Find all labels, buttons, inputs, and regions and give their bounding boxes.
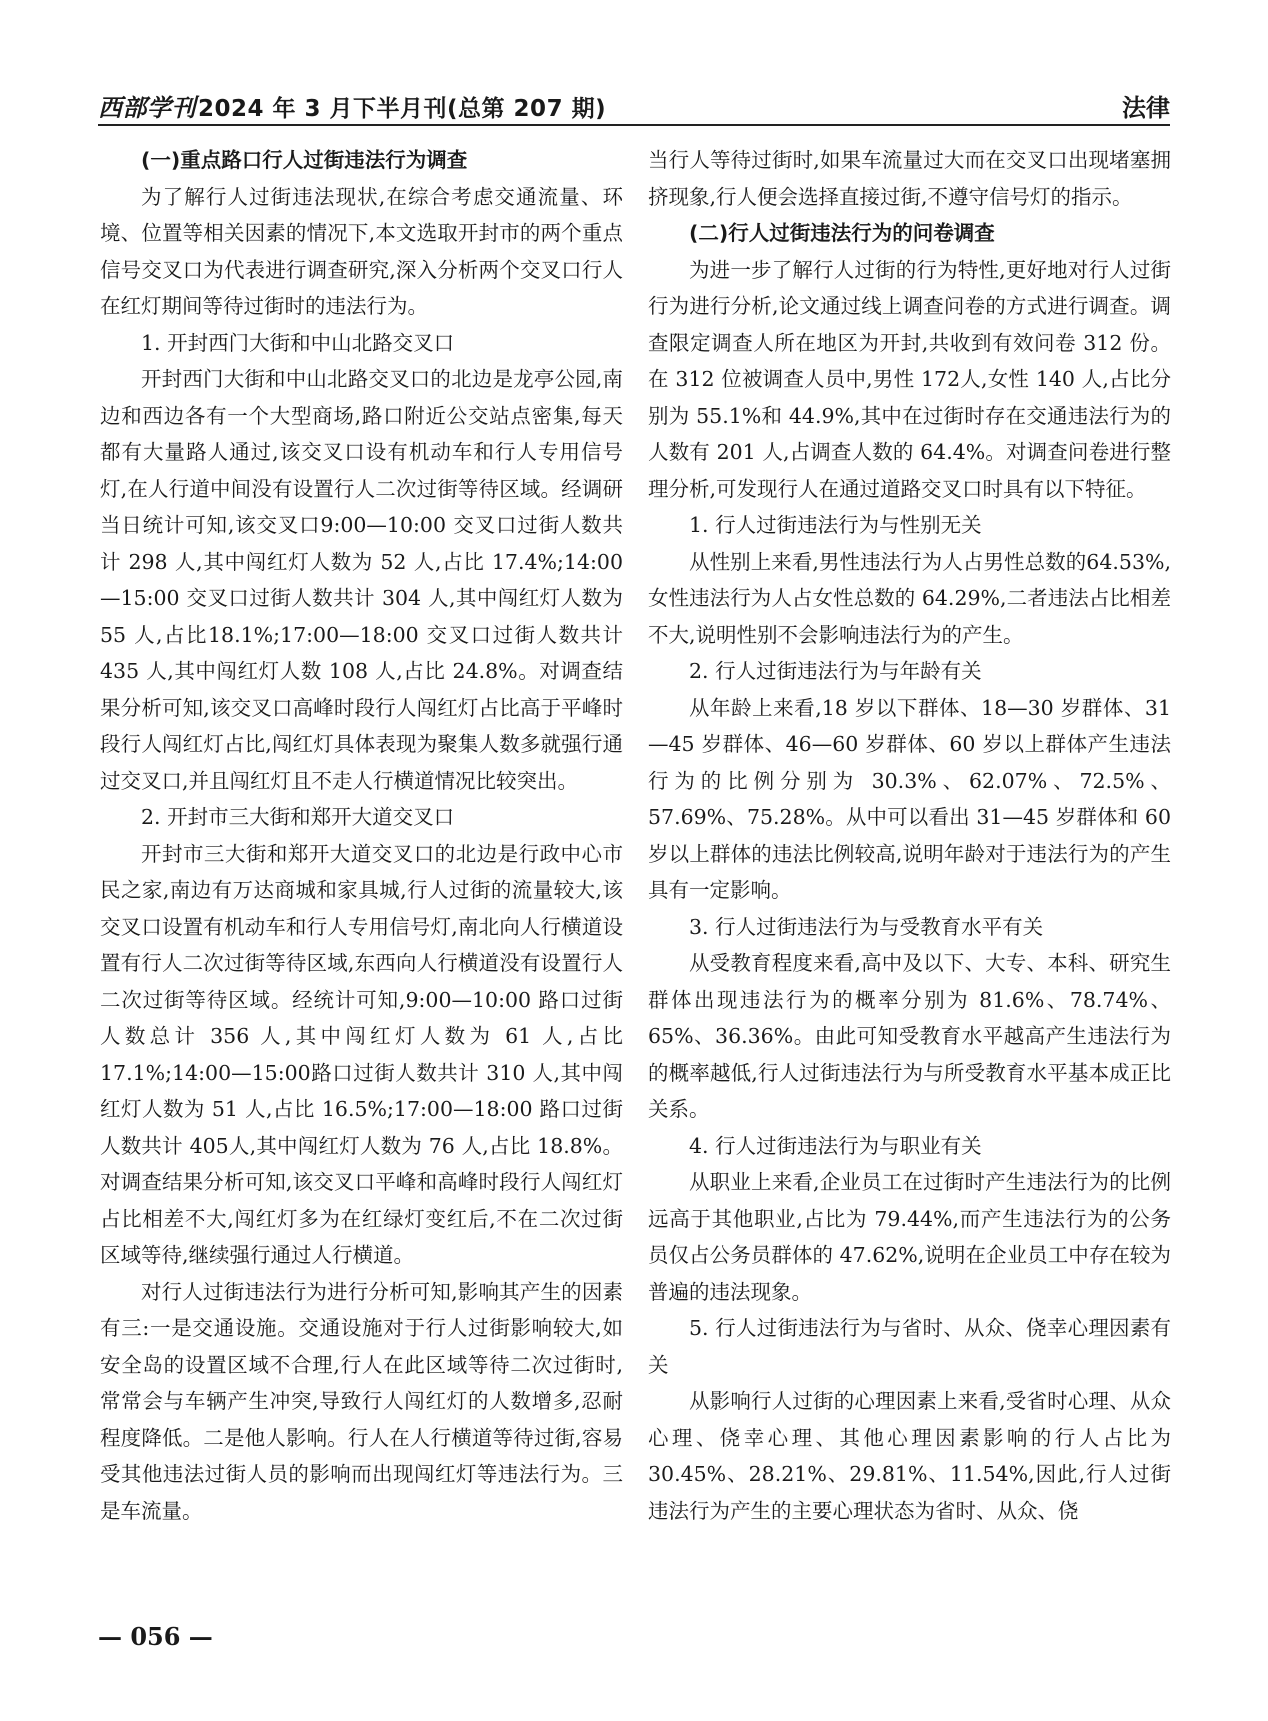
issue-info: 2024 年 3 月下半月刊(总第 207 期) [198,96,607,122]
left-subheading: 2. 开封市三大街和郑开大道交叉口 [141,805,455,829]
left-paragraph: 对行人过街违法行为进行分析可知,影响其产生的因素有三:一是交通设施。交通设施对于行人过街影响较大,如安全岛的设置区域不合理,行人在此区域等待二次过街时,常常会与车辆产生冲突,导致行人闯红灯的人数增多,忍耐程度降低。二是他人影响。行人在人行横道等待过街,容易受其他违法过街人员的影响而出现闯红灯等违法行为。三是车流量。 [100,1279,623,1523]
right-subheading: 5. 行人过街违法行为与省时、从众、侥幸心理因素有关 [648,1316,1171,1377]
right-paragraph-continued: 当行人等待过街时,如果车流量过大而在交叉口出现堵塞拥挤现象,行人便会选择直接过街,不遵守信号灯的指示。 [648,148,1171,209]
right-subheading: 3. 行人过街违法行为与受教育水平有关 [689,914,1044,939]
right-column [648,142,1171,1529]
left-paragraph: 开封西门大街和中山北路交叉口的北边是龙亭公园,南边和西边各有一个大型商场,路口附近公交站点密集,每天都有大量路人通过,该交叉口设有机动车和行人专用信号灯,在人行道中间没有设置行人二次过街等待区域。经调研当日统计可知,该交叉口9:00—10:00 交叉口过街人数共计 298 人,其中闯红灯人数为 52 人,占比 17.4%;14:00—15:00 交叉口过街人数共计 304 人,其中闯红灯人数为 55 人,占比18.1%;17:00—18:00 交叉口过街人数共计 435 人,其中闯红灯人数 108 人,占比 24.8%。对调查结果分析可知,该交叉口高峰时段行人闯红灯占比高于平峰时段行人闯红灯占比,闯红灯具体表现为聚集人数多就强行通过交叉口,并且闯红灯且不走人行横道情况比较突出。 [100,367,623,793]
running-header [98,84,1170,128]
left-paragraph: 开封市三大街和郑开大道交叉口的北边是行政中心市民之家,南边有万达商城和家具城,行人过街的流量较大,该交叉口设置有机动车和行人专用信号灯,南北向人行横道设置有行人二次过街等待区域,东西向人行横道没有设置行人二次过街等待区域。经统计可知,9:00—10:00 路口过街人数总计 356 人,其中闯红灯人数为 61 人,占比 17.1%;14:00—15:00路口过街人数共计 310 人,其中闯红灯人数为 51 人,占比 16.5%;17:00—18:00 路口过街人数共计 405人,其中闯红灯人数为 76 人,占比 18.8%。对调查结果分析可知,该交叉口平峰和高峰时段行人闯红灯占比相差不大,闯红灯多为在红绿灯变红后,不在二次过街区域等待,继续强行通过人行横道。 [100,841,623,1267]
left-paragraph: 为了解行人过街违法现状,在综合考虑交通流量、环境、位置等相关因素的情况下,本文选取开封市的两个重点信号交叉口为代表进行调查研究,深入分析两个交叉口行人在红灯期间等待过街时的违法行为。 [100,184,623,318]
right-paragraph: 从受教育程度来看,高中及以下、大专、本科、研究生群体出现违法行为的概率分别为 81.6%、78.74%、65%、36.36%。由此可知受教育水平越高产生违法行为的概率越低,行人过街违法行为与所受教育水平基本成正比关系。 [648,951,1171,1121]
right-paragraph: 从性别上来看,男性违法行为人占男性总数的64.53%,女性违法行为人占女性总数的 64.29%,二者违法占比相差不大,说明性别不会影响违法行为的产生。 [648,549,1171,647]
right-section-heading: (二)行人过街违法行为的问卷调查 [689,221,995,245]
header-divider [98,124,1170,126]
left-column [100,142,623,1529]
journal-logo-text: 西部学刊 [98,93,196,122]
right-subheading: 1. 行人过街违法行为与性别无关 [689,513,982,537]
right-subheading: 4. 行人过街违法行为与职业有关 [689,1133,982,1158]
section-label: 法律 [1122,94,1170,122]
right-paragraph: 为进一步了解行人过街的行为特性,更好地对行人过街行为进行分析,论文通过线上调查问卷的方式进行调查。调查限定调查人所在地区为开封,共收到有效问卷 312 份。在 312 位被调查人员中,男性 172人,女性 140 人,占比分别为 55.1%和 44.9%,其中在过街时存在交通违法行为的人数有 201 人,占调查人数的 64.4%。对调查问卷进行整理分析,可发现行人在通过道路交叉口时具有以下特征。 [648,257,1171,501]
page-number: — 056 — [98,1622,213,1651]
right-subheading: 2. 行人过街违法行为与年龄有关 [689,659,982,683]
header-journal-issue [98,88,606,123]
left-section-heading: (一)重点路口行人过街违法行为调查 [141,148,468,172]
left-subheading: 1. 开封西门大街和中山北路交叉口 [141,330,455,355]
right-paragraph: 从年龄上来看,18 岁以下群体、18—30 岁群体、31—45 岁群体、46—60 岁群体、60 岁以上群体产生违法行为的比例分别为 30.3%、62.07%、72.5%、57.69%、75.28%。从中可以看出 31—45 岁群体和 60岁以上群体的违法比例较高,说明年龄对于违法行为的产生具有一定影响。 [648,695,1171,902]
right-paragraph: 从影响行人过街的心理因素上来看,受省时心理、从众心理、侥幸心理、其他心理因素影响的行人占比为 30.45%、28.21%、29.81%、11.54%,因此,行人过街违法行为产生的主要心理状态为省时、从众、侥 [648,1389,1171,1523]
right-paragraph: 从职业上来看,企业员工在过街时产生违法行为的比例远高于其他职业,占比为 79.44%,而产生违法行为的公务员仅占公务员群体的 47.62%,说明在企业员工中存在较为普遍的违法现象。 [648,1170,1171,1304]
